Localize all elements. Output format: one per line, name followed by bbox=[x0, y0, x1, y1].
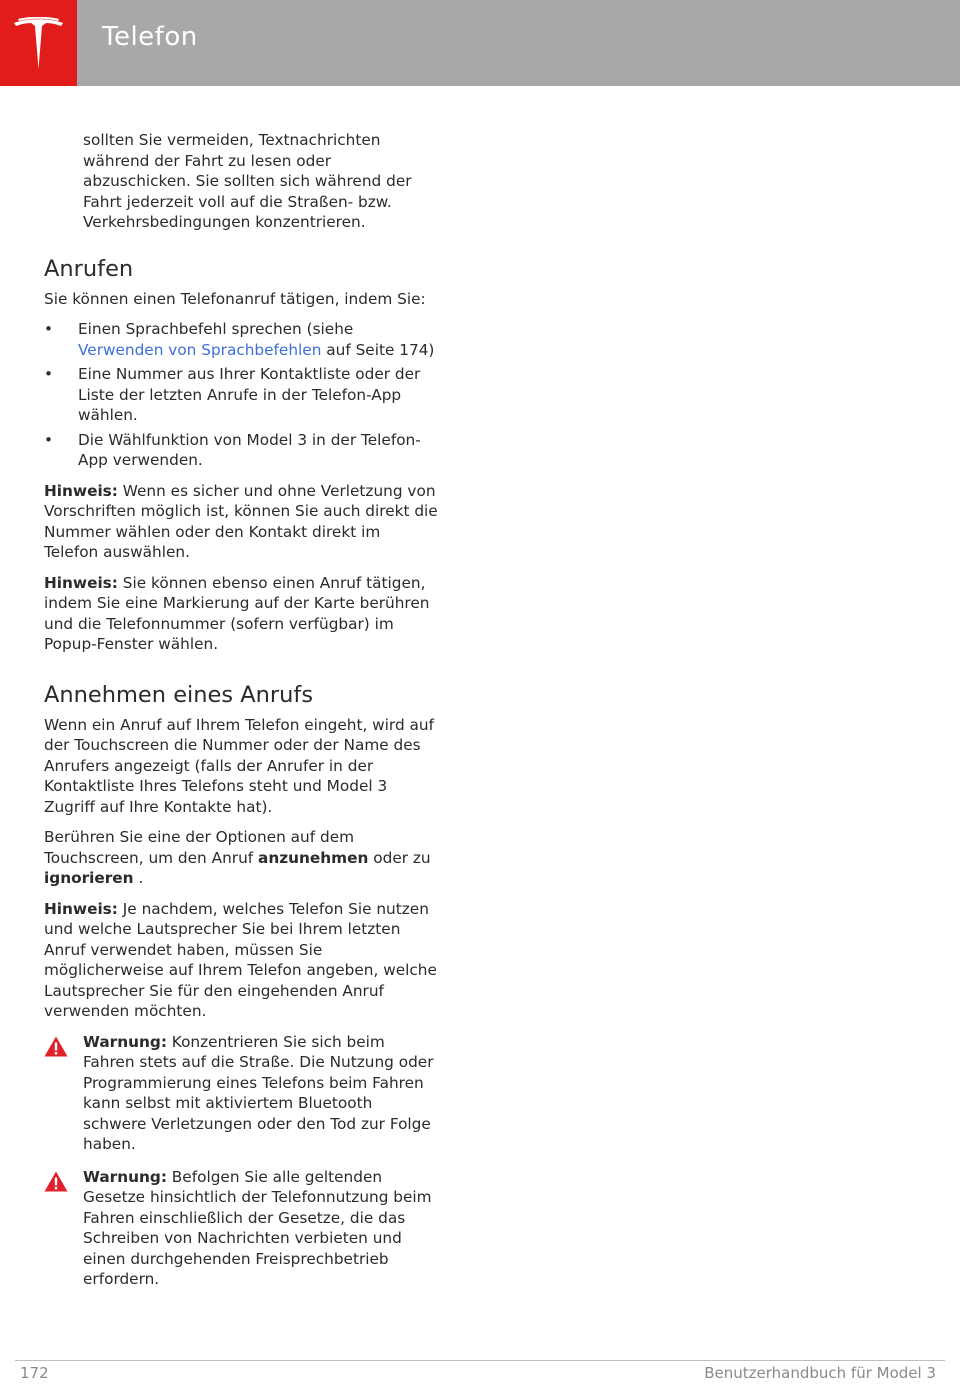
warning-label: Warnung: bbox=[83, 1167, 167, 1186]
note-label: Hinweis: bbox=[44, 573, 118, 592]
note-label: Hinweis: bbox=[44, 899, 118, 918]
warning-triangle-icon bbox=[44, 1036, 68, 1057]
annehmen-options-paragraph bbox=[44, 827, 439, 889]
note-text: Je nachdem, welches Telefon Sie nutzen und welche Lautsprecher Sie bei Ihrem letzten Anruf verwendet haben, müssen Sie möglicherweise auf Ihrem Telefon angeben, welche Lautsprecher Sie für den eingehenden Anruf verwenden möchten. bbox=[44, 899, 437, 1020]
ignorieren-term: ignorieren bbox=[44, 869, 134, 887]
note-text: Sie können ebenso einen Anruf tätigen, indem Sie eine Markierung auf der Karte berühren und die Telefonnummer (sofern verfügbar) im Popup-Fenster wählen. bbox=[44, 573, 430, 653]
list-item bbox=[44, 319, 439, 360]
note-paragraph bbox=[44, 481, 439, 563]
paragraph-text: Berühren Sie eine der Optionen auf dem Touchscreen, um den Anruf bbox=[44, 828, 355, 867]
main-content bbox=[44, 130, 439, 1302]
warning-text: Konzentrieren Sie sich beim Fahren stets auf die Straße. Die Nutzung oder Programmierung eines Telefons beim Fahren kann selbst mit aktiviertem Bluetooth schwere Verletzungen oder den Tod zur Folge haben. bbox=[83, 1032, 434, 1153]
list-item bbox=[44, 430, 439, 471]
list-item-text: auf Seite 174) bbox=[321, 340, 435, 359]
footer-divider bbox=[15, 1360, 945, 1361]
list-item bbox=[44, 364, 439, 426]
intro-text: sollten Sie vermeiden, Textnachrichten während der Fahrt zu lesen oder abzuschicken. Sie sollten sich während der Fahrt jederzeit voll auf die Straßen- bzw. Verkehrsbedingungen konzentrieren. bbox=[83, 131, 412, 231]
list-item-text: Eine Nummer aus Ihrer Kontaktliste oder der Liste der letzten Anrufe in der Telefon-App wählen. bbox=[78, 365, 421, 424]
warning-triangle-icon bbox=[44, 1171, 68, 1192]
note-paragraph bbox=[44, 899, 439, 1022]
logo-box bbox=[0, 0, 77, 86]
warning-label: Warnung: bbox=[83, 1032, 167, 1051]
section-heading-anrufen: Anrufen bbox=[44, 255, 134, 282]
list-item-text: Die Wählfunktion von Model 3 in der Telefon-App verwenden. bbox=[78, 430, 421, 469]
bullet-dot: • bbox=[44, 365, 54, 383]
note-paragraph bbox=[44, 573, 439, 655]
tesla-logo-icon bbox=[12, 17, 65, 69]
anrufen-intro: Sie können einen Telefonanruf tätigen, indem Sie: bbox=[44, 289, 426, 308]
list-item-text: Einen Sprachbefehl sprechen (siehe bbox=[78, 320, 354, 338]
warning-text: Befolgen Sie alle geltenden Gesetze hinsichtlich der Telefonnutzung beim Fahren einschließlich der Gesetze, die das Schreiben von Nachrichten verbieten und einen durchgehenden Freisprechbetrieb erfordern. bbox=[83, 1167, 432, 1288]
page-header bbox=[0, 0, 960, 86]
note-text: Wenn es sicher und ohne Verletzung von Vorschriften möglich ist, können Sie auch direkt die Nummer wählen oder den Kontakt direkt im Telefon auswählen. bbox=[44, 481, 438, 561]
anzunehmen-term: anzunehmen bbox=[258, 848, 369, 867]
warning-box bbox=[44, 1032, 439, 1155]
page-number: 172 bbox=[20, 1364, 49, 1382]
footer-title: Benutzerhandbuch für Model 3 bbox=[704, 1364, 936, 1382]
note-label: Hinweis: bbox=[44, 481, 118, 500]
warning-box bbox=[44, 1167, 439, 1290]
annehmen-paragraph: Wenn ein Anruf auf Ihrem Telefon eingeht, wird auf der Touchscreen die Nummer oder der Name des Anrufers angezeigt (falls der Anrufer in der Kontaktliste Ihres Telefons steht und Model 3 Zugriff auf Ihre Kontakte hat). bbox=[44, 715, 434, 816]
anrufen-bullet-list bbox=[44, 319, 439, 471]
paragraph-text: . bbox=[133, 869, 144, 887]
section-heading-annehmen: Annehmen eines Anrufs bbox=[44, 681, 314, 708]
bullet-dot: • bbox=[44, 320, 54, 338]
link-sprachbefehle[interactable]: Verwenden von Sprachbefehlen bbox=[78, 340, 322, 359]
paragraph-text: oder zu bbox=[368, 848, 431, 867]
bullet-dot: • bbox=[44, 430, 54, 449]
page-title: Telefon bbox=[102, 22, 198, 52]
